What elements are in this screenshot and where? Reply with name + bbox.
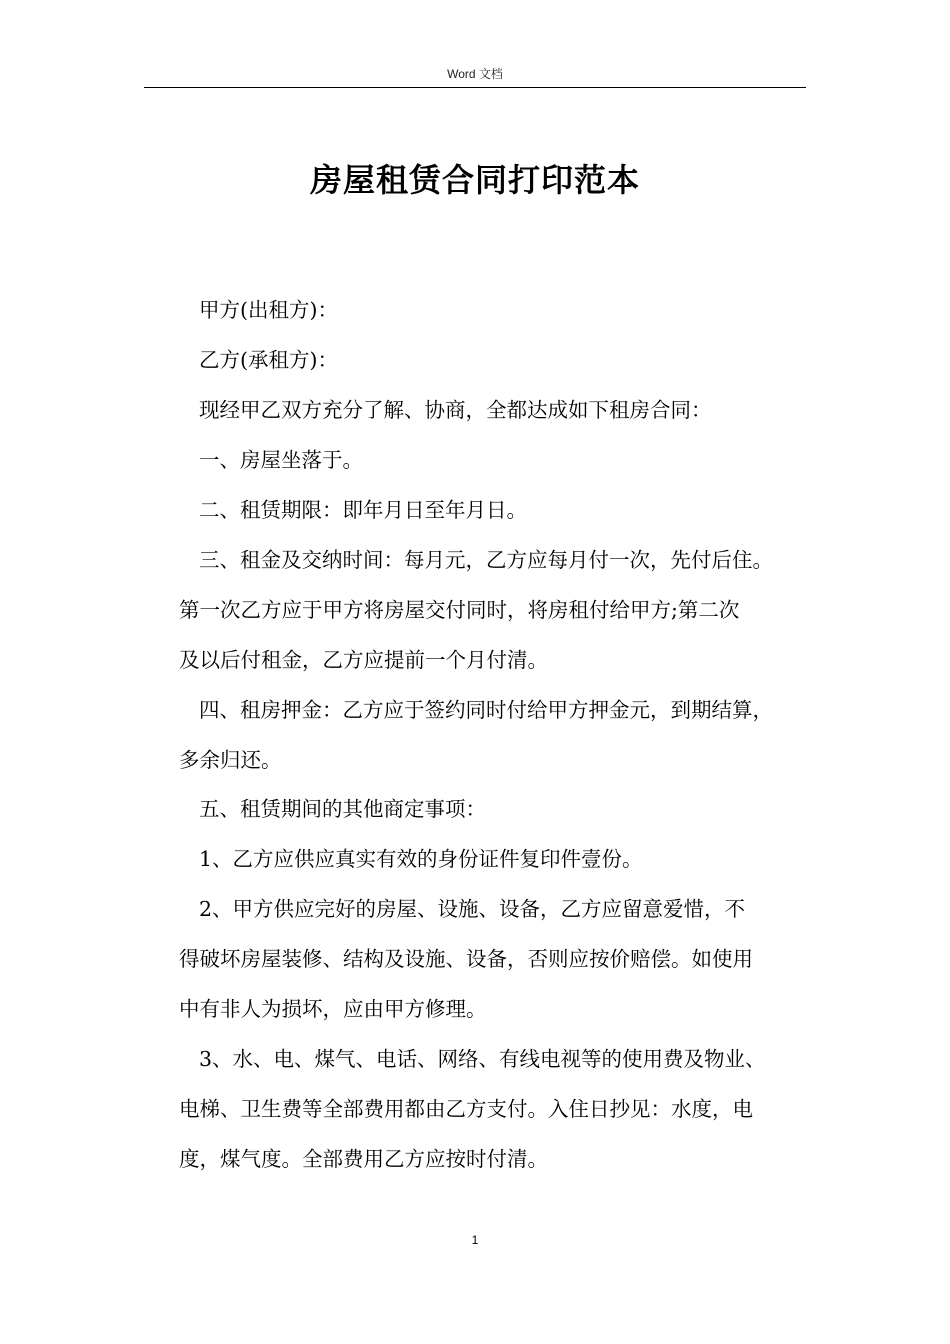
page-number: 1 — [471, 1233, 479, 1247]
paragraph-line: 多余归还。 — [179, 748, 282, 772]
paragraph-line: 及以后付租金，乙方应提前一个月付清。 — [179, 648, 548, 672]
paragraph-line: 度，煤气度。全部费用乙方应按时付清。 — [179, 1147, 548, 1171]
paragraph-line: 第一次乙方应于甲方将房屋交付同时，将房租付给甲方;第二次 — [179, 598, 740, 622]
paragraph-line: 中有非人为损坏，应由甲方修理。 — [179, 997, 487, 1021]
header-rule — [144, 87, 806, 88]
paragraph-line: 3、水、电、煤气、电话、网络、有线电视等的使用费及物业、 — [199, 1047, 766, 1071]
paragraph-line: 得破坏房屋装修、结构及设施、设备，否则应按价赔偿。如使用 — [179, 947, 753, 971]
document-title: 房屋租赁合同打印范本 — [309, 161, 640, 199]
paragraph-line: 四、租房押金：乙方应于签约同时付给甲方押金元，到期结算， — [199, 698, 773, 722]
page-header-text: Word 文档 — [447, 67, 503, 81]
paragraph-line: 一、房屋坐落于。 — [199, 448, 363, 472]
paragraph-line: 1、乙方应供应真实有效的身份证件复印件壹份。 — [199, 847, 643, 871]
paragraph-line: 乙方(承租方)： — [199, 348, 338, 372]
paragraph-line: 2、甲方供应完好的房屋、设施、设备，乙方应留意爱惜，不 — [199, 897, 746, 921]
paragraph-line: 二、租赁期限：即年月日至年月日。 — [199, 498, 527, 522]
paragraph-line: 三、租金及交纳时间：每月元，乙方应每月付一次，先付后住。 — [199, 548, 773, 572]
paragraph-line: 电梯、卫生费等全部费用都由乙方支付。入住日抄见：水度，电 — [179, 1097, 753, 1121]
paragraph-line: 五、租赁期间的其他商定事项： — [199, 797, 486, 821]
paragraph-line: 现经甲乙双方充分了解、协商，全都达成如下租房合同： — [199, 398, 712, 422]
paragraph-line: 甲方(出租方)： — [199, 298, 338, 322]
